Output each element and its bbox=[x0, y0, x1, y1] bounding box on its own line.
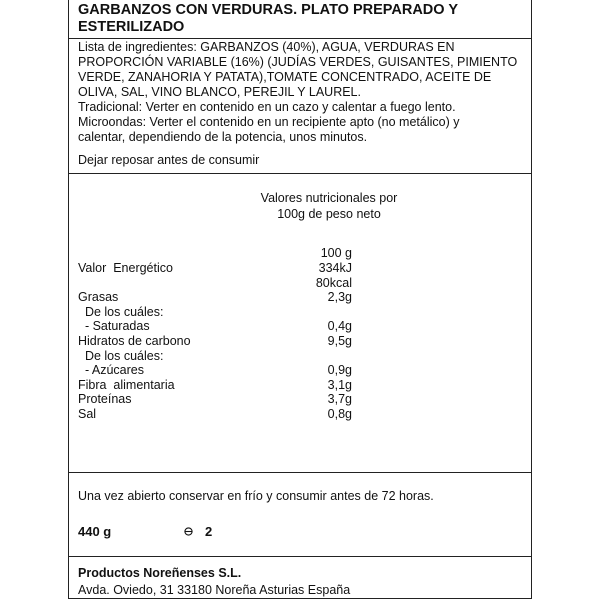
unit-count: 2 bbox=[205, 524, 213, 539]
nutrition-value: 0,9g bbox=[327, 363, 352, 378]
nutrition-value: 0,8g bbox=[327, 407, 352, 421]
product-title: GARBANZOS CON VERDURAS. PLATO PREPARADO Y ESTERILIZADO bbox=[78, 2, 458, 35]
nutrition-row bbox=[78, 319, 518, 334]
nutrition-label: De los cuáles: bbox=[78, 304, 164, 319]
nutrition-heading-line2: 100g de peso neto bbox=[277, 207, 381, 221]
nutrition-row bbox=[78, 261, 518, 276]
column-header-value: 100 g bbox=[320, 246, 352, 260]
nutrition-row bbox=[78, 392, 518, 407]
nutrition-row bbox=[78, 363, 518, 378]
nutrition-value: 334kJ bbox=[318, 261, 352, 275]
nutrition-value: 2,3g bbox=[327, 290, 352, 305]
nutrition-row bbox=[78, 349, 518, 364]
divider bbox=[69, 173, 531, 174]
nutrition-label: Sal bbox=[78, 407, 97, 421]
nutrition-label: De los cuáles: bbox=[78, 348, 164, 363]
nutrition-label: Hidratos de carbono bbox=[78, 334, 191, 348]
label-frame bbox=[68, 0, 532, 599]
nutrition-value: 80kcal bbox=[315, 275, 352, 290]
nutrition-value: 3,1g bbox=[327, 377, 352, 392]
divider bbox=[69, 472, 531, 473]
rest-note-text: Dejar reposar antes de consumir bbox=[78, 153, 260, 167]
nutrition-label: Grasas bbox=[78, 290, 119, 305]
nutrition-row bbox=[78, 276, 518, 291]
nutrition-value: 3,7g bbox=[327, 392, 352, 407]
nutrition-row bbox=[78, 407, 518, 422]
nutrition-row bbox=[78, 378, 518, 393]
nutrition-label: - Saturadas bbox=[78, 319, 150, 334]
company-address: Avda. Oviedo, 31 33180 Noreña Asturias España bbox=[78, 583, 351, 597]
prep-traditional-text: Tradicional: Verter en contenido en un cazo y calentar a fuego lento. bbox=[78, 100, 456, 114]
divider bbox=[69, 556, 531, 557]
nutrition-label: Fibra alimentaria bbox=[78, 377, 175, 392]
ingredients-text: Lista de ingredientes: GARBANZOS (40%), AGUA, VERDURAS EN PROPORCIÓN VARIABLE (16%) (JUDÍAS VERDES, GUISANTES, PIMIENTO VERDE, ZANAHORIA Y PATATA),TOMATE CONCENTRADO, ACEITE DE OLIVA, SAL, VINO BLANCO, PEREJIL Y LAUREL. bbox=[78, 40, 518, 99]
nutrition-row bbox=[78, 290, 518, 305]
net-weight: 440 g bbox=[78, 524, 112, 539]
nutrition-column-header bbox=[78, 246, 518, 261]
nutrition-row bbox=[78, 305, 518, 320]
estimated-sign-icon bbox=[184, 527, 193, 536]
nutrition-value: 0,4g bbox=[327, 319, 352, 334]
divider bbox=[69, 38, 531, 39]
nutrition-value: 9,5g bbox=[327, 334, 352, 348]
nutrition-label: Valor Energético bbox=[78, 261, 173, 275]
nutrition-heading-line1: Valores nutricionales por bbox=[260, 191, 398, 205]
nutrition-label: Proteínas bbox=[78, 392, 132, 407]
nutrition-row bbox=[78, 334, 518, 349]
nutrition-label: - Azúcares bbox=[78, 363, 144, 378]
prep-microwave-text: Microondas: Verter el contenido en un recipiente apto (no metálico) y calentar, dependiendo de la potencia, unos minutos. bbox=[78, 115, 460, 144]
company-name: Productos Noreñenses S.L. bbox=[78, 566, 242, 580]
storage-text: Una vez abierto conservar en frío y consumir antes de 72 horas. bbox=[78, 489, 434, 503]
